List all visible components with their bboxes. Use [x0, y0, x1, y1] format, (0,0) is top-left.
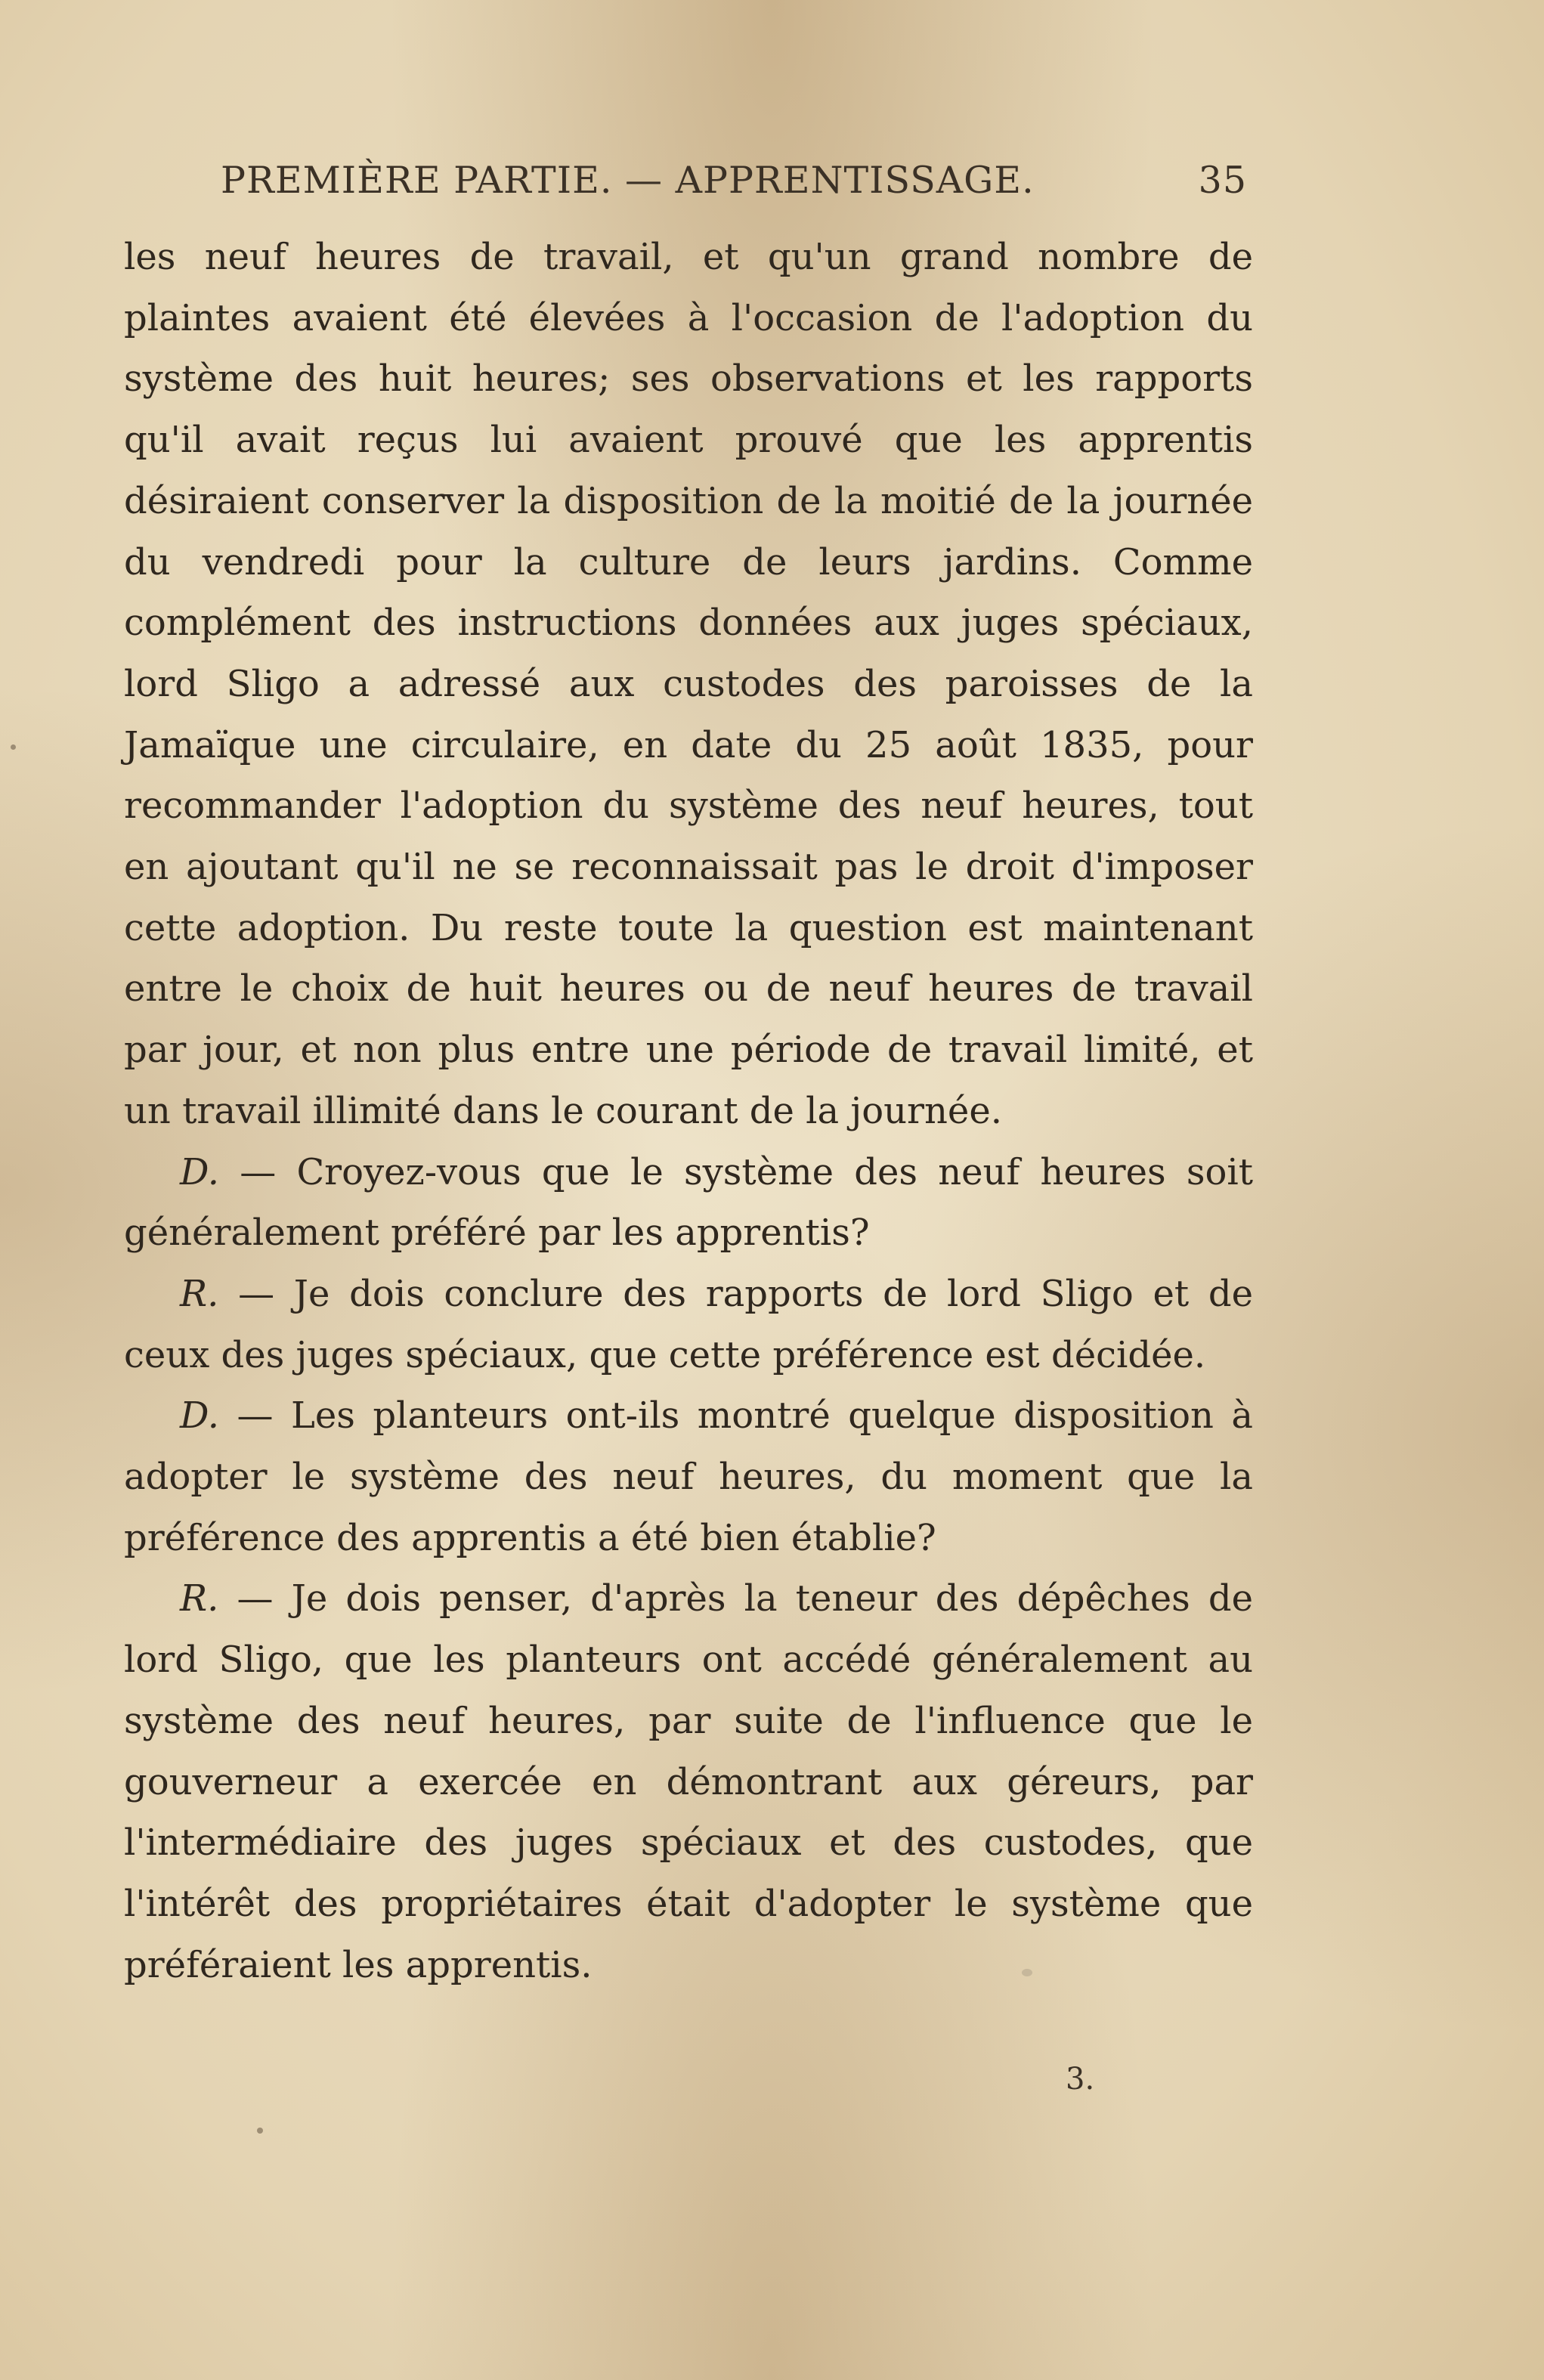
speaker-label: R.: [180, 1272, 219, 1315]
signature-mark: 3.: [1066, 2062, 1095, 2097]
question-paragraph: [124, 1385, 1253, 1568]
speaker-label: D.: [180, 1150, 220, 1193]
paper-speck: [257, 2128, 263, 2134]
paragraph-text: — Croyez-vous que le système des neuf heures soit généralement préféré par les apprentis?: [124, 1150, 1254, 1255]
paragraph-text: — Les planteurs ont-ils montré quelque disposition à adopter le système des neuf heures, du moment que la préférence des apprentis a été bien établie?: [124, 1394, 1253, 1559]
running-header: [221, 159, 1247, 212]
paragraph-text: les neuf heures de travail, et qu'un grand nombre de plaintes avaient été élevées à l'occasion de l'adoption du système des huit heures; ses observations et les rapports qu'il avait reçus lui avaient prouvé que les apprentis désiraient conserver la disposition de la moitié de la journée du vendredi pour la culture de leurs jardins. Comme complément des instructions données aux juges spéciaux, lord Sligo a adressé aux custodes des paroisses de la Jamaïque une circulaire, en date du 25 août 1835, pour recommander l'adoption du système des neuf heures, tout en ajoutant qu'il ne se reconnaissait pas le droit d'imposer cette adoption. Du reste toute la question est maintenant entre le choix de huit heures ou de neuf heures de travail par jour, et non plus entre une période de travail limité, et un travail illimité dans le courant de la journée.: [124, 236, 1253, 1132]
speaker-label: R.: [180, 1577, 219, 1620]
question-paragraph: [124, 1142, 1253, 1264]
answer-paragraph: [124, 1568, 1253, 1995]
answer-paragraph: [124, 1264, 1253, 1385]
paper-speck: [11, 744, 16, 750]
paragraph-text: — Je dois conclure des rapports de lord Sligo et de ceux des juges spéciaux, que cette préférence est décidée.: [124, 1272, 1253, 1376]
running-title: PREMIÈRE PARTIE. — APPRENTISSAGE.: [221, 159, 1035, 202]
speaker-label: D.: [180, 1394, 220, 1438]
paper-speck: [1022, 1969, 1032, 1976]
paragraph-text: — Je dois penser, d'après la teneur des dépêches de lord Sligo, que les planteurs ont accédé généralement au système des neuf heures, par suite de l'influence que le gouverneur a exercée en démontrant aux gérеurs, par l'intermédiaire des juges spéciaux et des custodes, que l'intérêt des propriétaires était d'adopter le système que préféraient les apprentis.: [124, 1577, 1253, 1986]
page-number: 35: [1198, 159, 1247, 202]
body-text: [124, 227, 1253, 1995]
paragraph-continuation: [124, 227, 1253, 1142]
